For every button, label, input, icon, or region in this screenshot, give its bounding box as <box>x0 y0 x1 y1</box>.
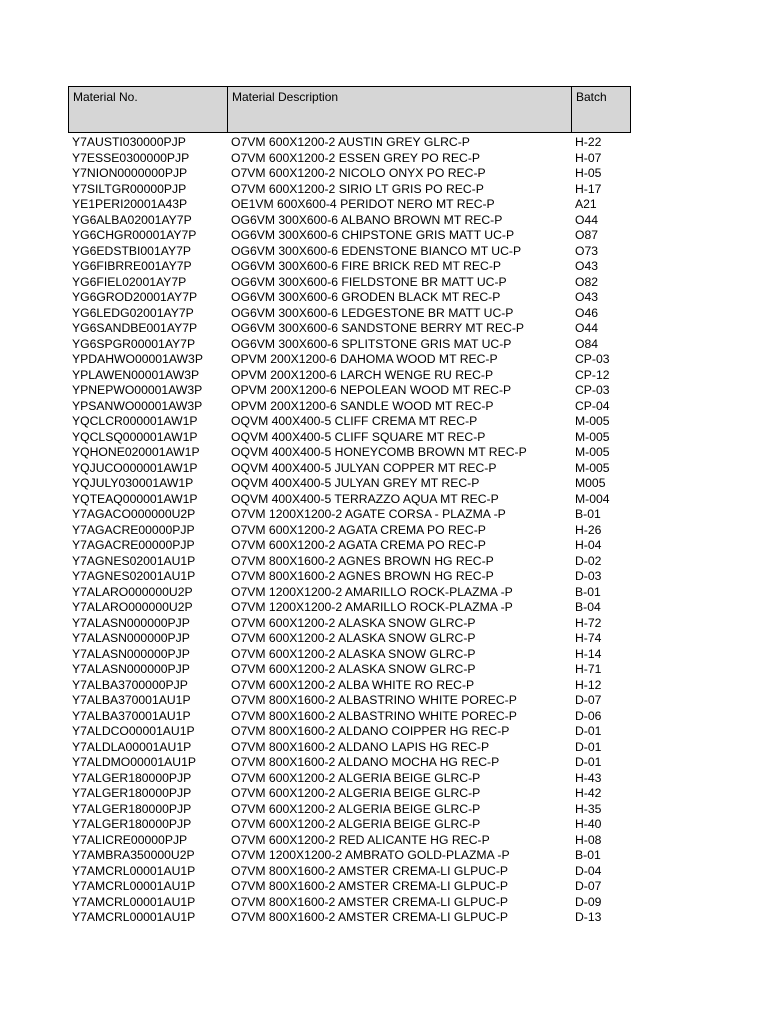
material-no-cell: YPLAWEN00001AW3P <box>72 367 200 382</box>
table-row <box>68 786 631 802</box>
material-description-cell: OQVM 400X400-5 CLIFF SQUARE MT REC-P <box>231 429 486 444</box>
material-description-cell: O7VM 1200X1200-2 AMARILLO ROCK-PLAZMA -P <box>231 584 513 599</box>
material-description-cell: OQVM 400X400-5 JULYAN COPPER MT REC-P <box>231 460 497 475</box>
table-row <box>68 879 631 895</box>
table-row <box>68 476 631 492</box>
table-row <box>68 368 631 384</box>
material-no-cell: Y7ALASN000000PJP <box>72 615 190 630</box>
table-row <box>68 755 631 771</box>
material-description-cell: O7VM 800X1600-2 AGNES BROWN HG REC-P <box>231 569 494 583</box>
table-row <box>68 399 631 415</box>
batch-cell: M-005 <box>575 414 610 428</box>
material-no-cell: Y7ALBA370001AU1P <box>72 708 191 723</box>
material-no-cell: YPSANWO00001AW3P <box>72 398 203 413</box>
material-no-cell: Y7AGNES02001AU1P <box>72 553 196 568</box>
table-row <box>68 259 631 275</box>
material-description-cell: O7VM 1200X1200-2 AMBRATO GOLD-PLAZMA -P <box>231 848 510 862</box>
table-row <box>68 352 631 368</box>
batch-cell: B-01 <box>575 848 601 862</box>
material-description-cell: O7VM 800X1600-2 AMSTER CREMA-LI GLPUC-P <box>231 910 509 924</box>
material-no-cell: Y7ALDMO00001AU1P <box>72 755 196 769</box>
material-no-cell: YQCLCR000001AW1P <box>72 414 198 428</box>
table-row <box>68 600 631 616</box>
batch-cell: D-04 <box>575 863 602 878</box>
material-description-cell: OG6VM 300X600-6 FIELDSTONE BR MATT UC-P <box>231 274 507 289</box>
material-no-cell: Y7SILTGR00000PJP <box>72 181 187 196</box>
material-no-cell: YG6FIBRRE001AY7P <box>72 259 192 273</box>
table-row <box>68 135 631 151</box>
batch-cell: O84 <box>575 336 599 351</box>
table-row <box>68 290 631 306</box>
material-no-cell: Y7AMBRA350000U2P <box>72 848 195 862</box>
material-no-cell: Y7ALDCO00001AU1P <box>72 724 195 738</box>
table-row <box>68 306 631 322</box>
material-no-cell: Y7ALASN000000PJP <box>72 646 190 661</box>
table-row <box>68 430 631 446</box>
material-no-cell: YE1PERI20001A43P <box>72 197 188 211</box>
table-row <box>68 631 631 647</box>
material-no-cell: Y7ALASN000000PJP <box>72 662 190 676</box>
material-description-cell: OG6VM 300X600-6 SANDSTONE BERRY MT REC-P <box>231 321 525 335</box>
material-description-cell: O7VM 600X1200-2 RED ALICANTE HG REC-P <box>231 832 490 847</box>
material-no-cell: Y7AGNES02001AU1P <box>72 569 196 583</box>
material-no-cell: Y7ALGER180000PJP <box>72 786 192 800</box>
batch-cell: B-01 <box>575 584 601 599</box>
batch-cell: O44 <box>575 212 599 227</box>
material-description-cell: OG6VM 300X600-6 LEDGESTONE BR MATT UC-P <box>231 305 514 320</box>
material-no-cell: Y7ALGER180000PJP <box>72 770 192 785</box>
material-no-cell: Y7AMCRL00001AU1P <box>72 894 196 909</box>
batch-cell: M-005 <box>575 429 610 444</box>
material-no-cell: YQJUCO000001AW1P <box>72 460 198 475</box>
material-no-cell: YQCLSQ000001AW1P <box>72 429 198 444</box>
batch-cell: M-005 <box>575 445 610 459</box>
table-row <box>68 740 631 756</box>
material-description-cell: O7VM 600X1200-2 ALGERIA BEIGE GLRC-P <box>231 770 481 785</box>
batch-cell: CP-03 <box>575 383 610 397</box>
material-no-cell: Y7AMCRL00001AU1P <box>72 863 196 878</box>
material-no-cell: YG6SANDBE001AY7P <box>72 321 198 335</box>
table-row <box>68 647 631 663</box>
batch-cell: M-004 <box>575 491 610 506</box>
batch-cell: D-03 <box>575 569 602 583</box>
material-description-cell: O7VM 600X1200-2 ESSEN GREY PO REC-P <box>231 150 481 165</box>
batch-cell: D-02 <box>575 553 602 568</box>
material-description-cell: O7VM 600X1200-2 ALGERIA BEIGE GLRC-P <box>231 801 481 816</box>
material-no-cell: Y7ALGER180000PJP <box>72 801 192 816</box>
material-description-cell: OG6VM 300X600-6 EDENSTONE BIANCO MT UC-P <box>231 243 522 258</box>
table-row <box>68 492 631 508</box>
material-description-cell: O7VM 600X1200-2 ALASKA SNOW GLRC-P <box>231 646 476 661</box>
table-row <box>68 616 631 632</box>
material-no-cell: Y7AGACRE00000PJP <box>72 538 195 552</box>
material-no-cell: Y7ESSE0300000PJP <box>72 150 190 165</box>
table-row <box>68 833 631 849</box>
material-no-cell: YG6FIEL02001AY7P <box>72 274 187 289</box>
material-no-cell: YQHONE020001AW1P <box>72 445 200 459</box>
batch-cell: CP-03 <box>575 352 610 366</box>
material-description-cell: O7VM 600X1200-2 ALASKA SNOW GLRC-P <box>231 662 476 676</box>
table-row <box>68 771 631 787</box>
material-description-cell: O7VM 600X1200-2 AUSTIN GREY GLRC-P <box>231 135 470 149</box>
material-no-cell: Y7AMCRL00001AU1P <box>72 879 196 893</box>
material-description-cell: OG6VM 300X600-6 FIRE BRICK RED MT REC-P <box>231 259 502 273</box>
material-description-cell: OE1VM 600X600-4 PERIDOT NERO MT REC-P <box>231 197 495 211</box>
material-description-cell: OQVM 400X400-5 JULYAN GREY MT REC-P <box>231 476 480 490</box>
material-no-cell: YPNEPWO00001AW3P <box>72 383 203 397</box>
table-row <box>68 538 631 554</box>
material-no-cell: YQTEAQ000001AW1P <box>72 491 198 506</box>
table-header <box>68 86 631 133</box>
material-no-cell: YPDAHWO00001AW3P <box>72 352 203 366</box>
material-description-cell: O7VM 600X1200-2 ALASKA SNOW GLRC-P <box>231 615 476 630</box>
table-row <box>68 445 631 461</box>
material-no-cell: Y7ALDLA00001AU1P <box>72 739 192 754</box>
batch-cell: H-12 <box>575 677 602 692</box>
table-row <box>68 275 631 291</box>
table-row <box>68 228 631 244</box>
material-description-cell: O7VM 600X1200-2 SIRIO LT GRIS PO REC-P <box>231 181 484 196</box>
table-row <box>68 383 631 399</box>
material-description-cell: O7VM 800X1600-2 ALDANO MOCHA HG REC-P <box>231 755 500 769</box>
batch-cell: D-01 <box>575 755 602 769</box>
batch-cell: H-40 <box>575 817 602 831</box>
material-description-cell: OG6VM 300X600-6 SPLITSTONE GRIS MAT UC-P <box>231 336 512 351</box>
batch-cell: H-35 <box>575 801 602 816</box>
batch-cell: H-71 <box>575 662 602 676</box>
material-no-cell: Y7ALICRE00000PJP <box>72 832 188 847</box>
table-row <box>68 895 631 911</box>
batch-cell: H-26 <box>575 522 602 537</box>
material-description-cell: OQVM 400X400-5 TERRAZZO AQUA MT REC-P <box>231 491 499 506</box>
batch-cell: M-005 <box>575 460 610 475</box>
table-row <box>68 523 631 539</box>
material-description-cell: O7VM 1200X1200-2 AMARILLO ROCK-PLAZMA -P <box>231 600 513 614</box>
material-description-cell: O7VM 800X1600-2 AMSTER CREMA-LI GLPUC-P <box>231 863 509 878</box>
material-description-cell: O7VM 800X1600-2 ALDANO COIPPER HG REC-P <box>231 724 510 738</box>
material-no-cell: YG6ALBA02001AY7P <box>72 212 192 227</box>
batch-cell: H-72 <box>575 615 602 630</box>
material-no-cell: Y7ALBA3700000PJP <box>72 677 188 692</box>
material-description-cell: O7VM 800X1600-2 AGNES BROWN HG REC-P <box>231 553 494 568</box>
material-no-cell: Y7ALARO000000U2P <box>72 584 193 599</box>
table-row <box>68 662 631 678</box>
batch-cell: O44 <box>575 321 599 335</box>
column-header-material-description: Material Description <box>228 87 572 132</box>
batch-cell: H-22 <box>575 135 602 149</box>
table-row <box>68 910 631 926</box>
table-row <box>68 244 631 260</box>
batch-cell: H-74 <box>575 631 602 645</box>
batch-cell: D-06 <box>575 708 602 723</box>
material-description-cell: OPVM 200X1200-6 DAHOMA WOOD MT REC-P <box>231 352 498 366</box>
batch-cell: H-42 <box>575 786 602 800</box>
material-description-cell: O7VM 800X1600-2 ALDANO LAPIS HG REC-P <box>231 739 490 754</box>
batch-cell: D-09 <box>575 894 602 909</box>
table-row <box>68 182 631 198</box>
batch-cell: O87 <box>575 228 599 242</box>
material-description-cell: OQVM 400X400-5 CLIFF CREMA MT REC-P <box>231 414 478 428</box>
material-description-cell: OPVM 200X1200-6 SANDLE WOOD MT REC-P <box>231 398 494 413</box>
column-header-material-no: Material No. <box>69 87 228 132</box>
material-no-cell: Y7AMCRL00001AU1P <box>72 910 196 924</box>
table-row <box>68 864 631 880</box>
batch-cell: O73 <box>575 243 599 258</box>
material-description-cell: O7VM 800X1600-2 AMSTER CREMA-LI GLPUC-P <box>231 879 509 893</box>
material-description-cell: O7VM 600X1200-2 ALASKA SNOW GLRC-P <box>231 631 476 645</box>
material-no-cell: Y7ALGER180000PJP <box>72 817 192 831</box>
batch-cell: M005 <box>575 476 606 490</box>
material-description-cell: O7VM 1200X1200-2 AGATE CORSA - PLAZMA -P <box>231 507 506 521</box>
material-no-cell: YG6GROD20001AY7P <box>72 290 198 304</box>
material-no-cell: Y7ALARO000000U2P <box>72 600 193 614</box>
batch-cell: O43 <box>575 290 599 304</box>
material-description-cell: O7VM 600X1200-2 ALGERIA BEIGE GLRC-P <box>231 817 481 831</box>
batch-cell: H-17 <box>575 181 602 196</box>
material-description-cell: O7VM 600X1200-2 AGATA CREMA PO REC-P <box>231 522 486 537</box>
material-table <box>68 86 631 926</box>
batch-cell: CP-12 <box>575 367 610 382</box>
table-row <box>68 709 631 725</box>
material-no-cell: Y7NION0000000PJP <box>72 166 188 180</box>
table-row <box>68 802 631 818</box>
table-row <box>68 197 631 213</box>
table-row <box>68 507 631 523</box>
material-description-cell: O7VM 800X1600-2 ALBASTRINO WHITE POREC-P <box>231 708 517 723</box>
batch-cell: CP-04 <box>575 398 610 413</box>
batch-cell: H-14 <box>575 646 602 661</box>
material-description-cell: OPVM 200X1200-6 NEPOLEAN WOOD MT REC-P <box>231 383 512 397</box>
batch-cell: D-13 <box>575 910 602 924</box>
material-no-cell: YG6CHGR00001AY7P <box>72 228 197 242</box>
batch-cell: H-07 <box>575 150 602 165</box>
batch-cell: B-04 <box>575 600 601 614</box>
table-row <box>68 337 631 353</box>
table-row <box>68 848 631 864</box>
material-description-cell: O7VM 600X1200-2 NICOLO ONYX PO REC-P <box>231 166 486 180</box>
material-no-cell: YG6SPGR00001AY7P <box>72 336 196 351</box>
table-row <box>68 693 631 709</box>
batch-cell: B-01 <box>575 507 601 521</box>
material-description-cell: OPVM 200X1200-6 LARCH WENGE RU REC-P <box>231 367 494 382</box>
batch-cell: H-43 <box>575 770 602 785</box>
batch-cell: D-07 <box>575 879 602 893</box>
table-row <box>68 724 631 740</box>
material-no-cell: Y7ALASN000000PJP <box>72 631 190 645</box>
table-row <box>68 461 631 477</box>
material-description-cell: O7VM 600X1200-2 ALBA WHITE RO REC-P <box>231 677 475 692</box>
batch-cell: D-01 <box>575 739 602 754</box>
material-no-cell: Y7AUSTI030000PJP <box>72 135 186 149</box>
material-description-cell: OG6VM 300X600-6 GRODEN BLACK MT REC-P <box>231 290 501 304</box>
batch-cell: D-01 <box>575 724 602 738</box>
material-no-cell: Y7AGACRE00000PJP <box>72 522 195 537</box>
batch-cell: H-04 <box>575 538 602 552</box>
table-row <box>68 817 631 833</box>
material-no-cell: YG6LEDG02001AY7P <box>72 305 194 320</box>
batch-cell: O46 <box>575 305 599 320</box>
table-row <box>68 151 631 167</box>
batch-cell: O82 <box>575 274 599 289</box>
batch-cell: O43 <box>575 259 599 273</box>
table-row <box>68 414 631 430</box>
material-description-cell: OG6VM 300X600-6 ALBANO BROWN MT REC-P <box>231 212 503 227</box>
material-description-cell: OQVM 400X400-5 HONEYCOMB BROWN MT REC-P <box>231 445 527 459</box>
table-body <box>68 135 631 926</box>
batch-cell: H-05 <box>575 166 602 180</box>
material-no-cell: YG6EDSTBI001AY7P <box>72 243 191 258</box>
table-row <box>68 554 631 570</box>
batch-cell: D-07 <box>575 693 602 707</box>
table-row <box>68 213 631 229</box>
material-description-cell: OG6VM 300X600-6 CHIPSTONE GRIS MATT UC-P <box>231 228 515 242</box>
column-header-batch: Batch <box>576 90 607 104</box>
material-description-cell: O7VM 600X1200-2 ALGERIA BEIGE GLRC-P <box>231 786 481 800</box>
table-row <box>68 321 631 337</box>
material-no-cell: YQJULY030001AW1P <box>72 476 194 490</box>
material-description-cell: O7VM 800X1600-2 AMSTER CREMA-LI GLPUC-P <box>231 894 509 909</box>
batch-cell: A21 <box>575 197 597 211</box>
material-no-cell: Y7ALBA370001AU1P <box>72 693 191 707</box>
table-row <box>68 166 631 182</box>
table-row <box>68 569 631 585</box>
material-description-cell: O7VM 600X1200-2 AGATA CREMA PO REC-P <box>231 538 486 552</box>
material-no-cell: Y7AGACO000000U2P <box>72 507 196 521</box>
table-row <box>68 585 631 601</box>
material-description-cell: O7VM 800X1600-2 ALBASTRINO WHITE POREC-P <box>231 693 517 707</box>
batch-cell: H-08 <box>575 832 602 847</box>
table-row <box>68 678 631 694</box>
